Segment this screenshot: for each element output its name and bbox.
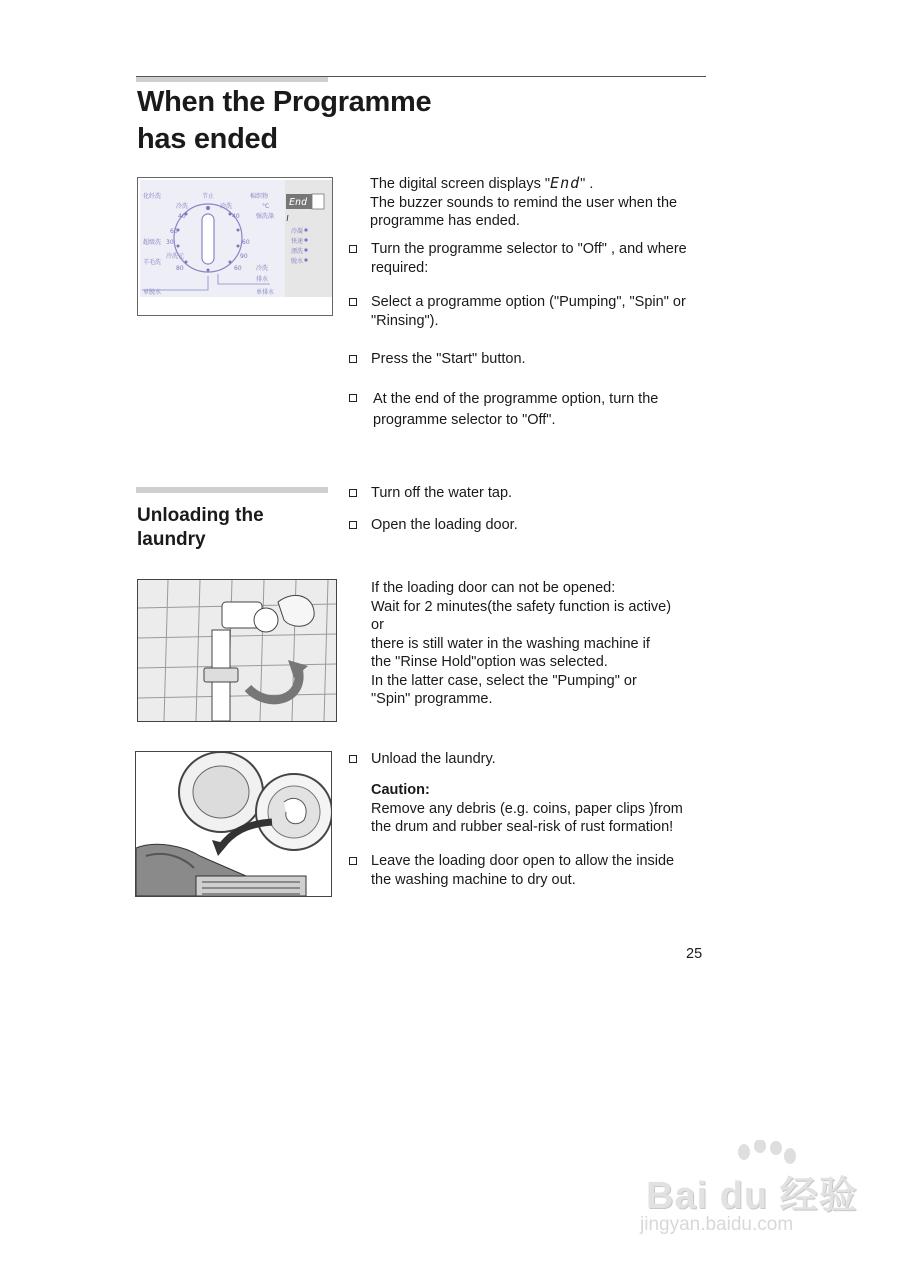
section-rule-accent	[136, 487, 328, 493]
checkbox-bullet-icon	[349, 298, 357, 306]
svg-text:冷凝: 冷凝	[291, 228, 304, 235]
display-intro-line2: The buzzer sounds to remind the user when the	[370, 194, 678, 211]
svg-text:30: 30	[166, 239, 174, 246]
checkbox-bullet-icon	[349, 245, 357, 253]
control-panel-illustration	[138, 178, 332, 315]
control-panel-figure	[137, 177, 333, 316]
unload-laundry-figure	[135, 751, 332, 897]
caution-title: Caution:	[371, 782, 430, 798]
svg-text:60: 60	[234, 265, 242, 272]
svg-text:漂洗: 漂洗	[291, 248, 304, 255]
svg-text:节止: 节止	[202, 193, 215, 200]
svg-text:棉织物: 棉织物	[250, 193, 269, 200]
page-title: When the Programme has ended	[137, 86, 432, 155]
svg-text:冷洗元: 冷洗元	[166, 253, 185, 260]
svg-text:化纤洗: 化纤洗	[143, 193, 162, 200]
display-intro	[370, 174, 710, 231]
svg-text:40: 40	[232, 213, 240, 220]
page-number: 25	[686, 946, 703, 962]
svg-text:快速: 快速	[291, 238, 304, 245]
svg-text:冷洗: 冷洗	[176, 203, 189, 210]
caution-note: Caution: Remove any debris (e.g. coins, paper clips )from the drum and rubber seal-risk of rust formation!	[371, 781, 711, 837]
water-tap-illustration	[138, 580, 336, 721]
door-note: If the loading door can not be opened: Wait for 2 minutes(the safety function is active) or there is still water in the washing machine if the "Rinse Hold"option was selected. In the latter case, select the "Pumping" or "Spin" programme.	[371, 580, 672, 707]
water-tap-figure	[137, 579, 337, 722]
checkbox-bullet-icon	[349, 521, 357, 529]
svg-text:80: 80	[176, 265, 184, 272]
watermark-url: jingyan.baidu.com	[640, 1214, 794, 1235]
unload-laundry-illustration	[136, 752, 331, 896]
svg-text:60: 60	[170, 228, 178, 235]
svg-text:单排水: 单排水	[256, 289, 275, 296]
svg-text:90: 90	[240, 253, 248, 260]
watermark-brand: Bai du 经验	[646, 1175, 858, 1217]
end-display-glyph: End	[550, 174, 581, 192]
checkbox-bullet-icon	[349, 489, 357, 497]
svg-text:冷洗: 冷洗	[220, 203, 233, 210]
display-intro-line1: The digital screen displays "End" .	[370, 174, 594, 192]
svg-text:40: 40	[178, 213, 186, 220]
svg-text:60: 60	[242, 239, 250, 246]
checkbox-bullet-icon	[349, 857, 357, 865]
display-intro-line3: programme has ended.	[370, 213, 520, 229]
section-heading-unloading: Unloading the laundry	[137, 505, 264, 550]
checkbox-bullet-icon	[349, 755, 357, 763]
svg-text:排水: 排水	[256, 276, 269, 283]
svg-text:°C: °C	[262, 203, 270, 210]
svg-text:冷洗: 冷洗	[256, 265, 269, 272]
svg-text:单脱水: 单脱水	[143, 289, 162, 296]
top-rule-accent	[136, 77, 328, 82]
svg-text:超级洗: 超级洗	[143, 239, 162, 246]
svg-text:强洗涤: 强洗涤	[256, 213, 275, 220]
checkbox-bullet-icon	[349, 394, 357, 402]
panel-display-text: End	[289, 197, 308, 208]
svg-text:脱水: 脱水	[291, 258, 304, 265]
svg-text:羊毛洗: 羊毛洗	[143, 259, 162, 266]
checkbox-bullet-icon	[349, 355, 357, 363]
